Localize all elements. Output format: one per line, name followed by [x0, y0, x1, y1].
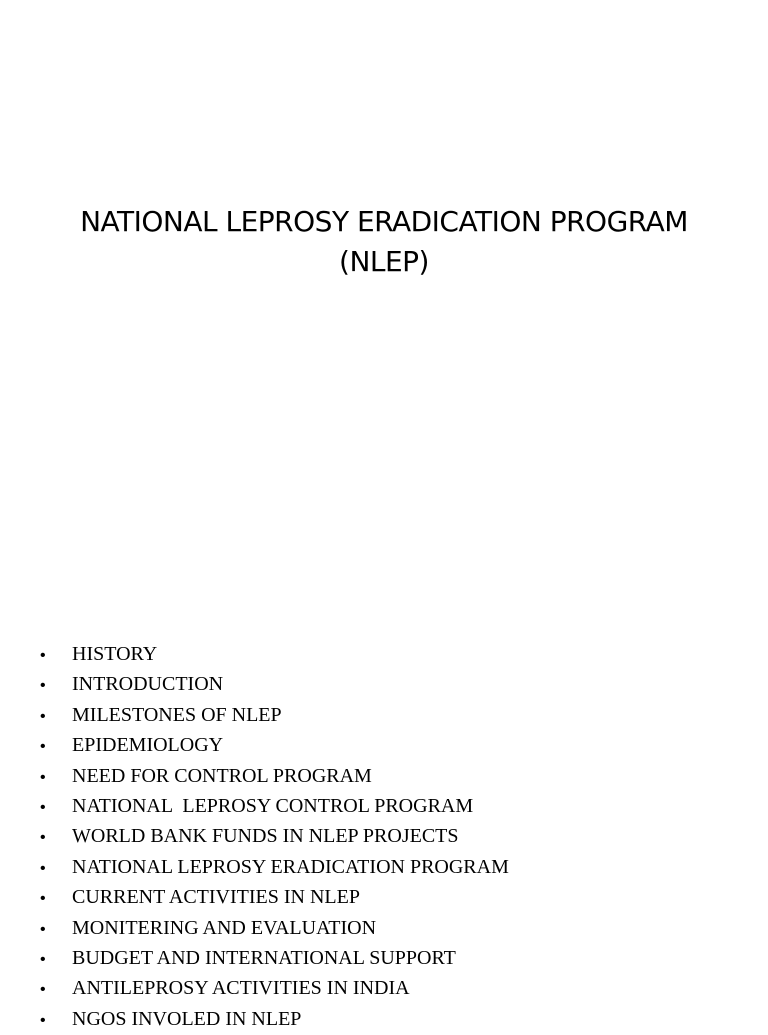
slide-title-line-2: (NLEP) — [339, 245, 429, 278]
list-item-label: MONITERING AND EVALUATION — [72, 916, 377, 939]
list-item-introduction — [40, 670, 509, 700]
slide-title-line-1: NATIONAL LEPROSY ERADICATION PROGRAM — [80, 205, 688, 238]
list-item-ngos — [40, 1005, 509, 1035]
bullet-icon: • — [40, 981, 46, 999]
topic-list — [40, 640, 509, 1035]
list-item-label: INTRODUCTION — [72, 673, 224, 696]
list-item-history — [40, 640, 509, 670]
bullet-icon: • — [40, 707, 46, 725]
list-item-label: BUDGET AND INTERNATIONAL SUPPORT — [72, 947, 456, 970]
list-item-label: NATIONAL LEPROSY CONTROL PROGRAM — [72, 795, 474, 818]
list-item-nlcp — [40, 792, 509, 822]
bullet-icon: • — [40, 829, 46, 847]
bullet-icon: • — [40, 1011, 46, 1029]
list-item-label: MILESTONES OF NLEP — [72, 703, 282, 726]
list-item-label: NEED FOR CONTROL PROGRAM — [72, 764, 372, 787]
list-item-label: CURRENT ACTIVITIES IN NLEP — [72, 886, 360, 909]
list-item-world-bank — [40, 822, 509, 852]
bullet-icon: • — [40, 799, 46, 817]
list-item-epidemiology — [40, 731, 509, 761]
bullet-icon: • — [40, 738, 46, 756]
list-item-label: WORLD BANK FUNDS IN NLEP PROJECTS — [72, 825, 459, 848]
bullet-icon: • — [40, 677, 46, 695]
list-item-label: NATIONAL LEPROSY ERADICATION PROGRAM — [72, 855, 509, 878]
list-item-label: NGOS INVOLED IN NLEP — [72, 1007, 302, 1030]
list-item-antileprosy — [40, 974, 509, 1004]
list-item-budget — [40, 944, 509, 974]
bullet-icon: • — [40, 890, 46, 908]
list-item-milestones — [40, 701, 509, 731]
list-item-label: ANTILEPROSY ACTIVITIES IN INDIA — [72, 977, 410, 1000]
bullet-icon: • — [40, 768, 46, 786]
list-item-monitoring — [40, 914, 509, 944]
bullet-icon: • — [40, 647, 46, 664]
slide-title — [0, 202, 768, 282]
bullet-icon: • — [40, 920, 46, 938]
list-item-label: HISTORY — [72, 643, 158, 665]
bullet-icon: • — [40, 859, 46, 877]
list-item-current-activities — [40, 883, 509, 913]
bullet-icon: • — [40, 951, 46, 969]
list-item-need-for-control — [40, 762, 509, 792]
list-item-nlep — [40, 853, 509, 883]
list-item-label: EPIDEMIOLOGY — [72, 734, 224, 757]
